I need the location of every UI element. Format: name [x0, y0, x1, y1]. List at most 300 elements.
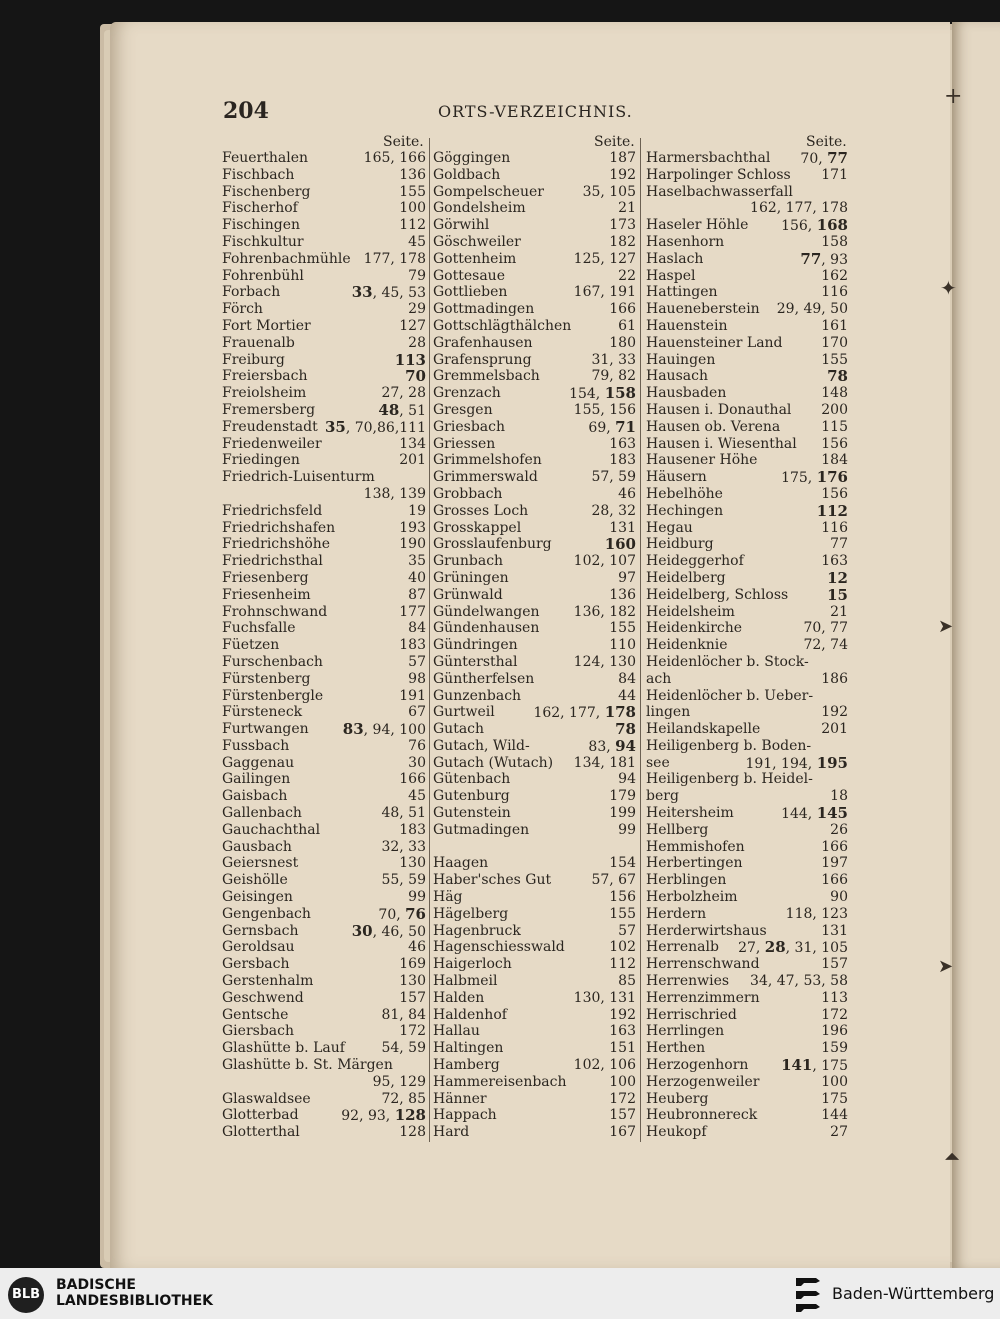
place-name: Häg	[433, 889, 463, 906]
index-entry	[646, 923, 848, 940]
page-refs: 154, 158	[569, 384, 636, 403]
page-refs: 163	[609, 1023, 636, 1040]
page-refs: 156, 168	[781, 216, 848, 235]
place-name: Heidenknie	[646, 637, 728, 654]
page-refs: 155, 156	[573, 401, 636, 418]
index-entry	[433, 1057, 636, 1074]
page-refs: 183	[399, 821, 426, 838]
place-name: Herzogenhorn	[646, 1057, 749, 1074]
index-entry	[222, 721, 426, 738]
page-refs: 21	[618, 200, 636, 217]
place-name: Heidelberg, Schloss	[646, 586, 789, 603]
place-name: Haseler Höhle	[646, 217, 749, 234]
page-refs: 184	[821, 452, 848, 469]
index-entry	[646, 1091, 848, 1108]
place-name: Hausach	[646, 368, 708, 385]
place-name: Gentsche	[222, 1006, 289, 1023]
index-entry	[646, 1074, 848, 1091]
index-entry	[433, 469, 636, 486]
index-entry	[646, 503, 848, 520]
index-entry	[433, 1107, 636, 1124]
index-entry	[433, 805, 636, 822]
place-name: Gernsbach	[222, 922, 299, 939]
index-entry	[222, 503, 426, 520]
page-refs: 27, 28, 31, 105	[738, 938, 848, 957]
place-name: lingen	[646, 704, 691, 721]
index-entry	[646, 268, 848, 285]
index-entry	[222, 604, 426, 621]
place-name: Hausener Höhe	[646, 452, 758, 469]
page-refs: 130, 131	[573, 989, 636, 1006]
index-entry	[646, 469, 848, 486]
page-refs: 100	[399, 200, 426, 217]
place-name: Halden	[433, 989, 485, 1006]
place-name: Grosskappel	[433, 519, 522, 536]
index-entry	[646, 704, 848, 721]
index-entry	[646, 738, 848, 755]
index-entry	[433, 536, 636, 553]
index-entry	[646, 301, 848, 318]
place-name: Gaggenau	[222, 754, 295, 771]
page-refs: 84	[408, 620, 426, 637]
place-name: see	[646, 754, 670, 771]
page-refs: 102	[609, 939, 636, 956]
binding-mark-icon: ➤	[938, 956, 954, 977]
page-refs: 57	[618, 922, 636, 939]
page-refs: 179	[609, 788, 636, 805]
place-name: Hemmishofen	[646, 838, 745, 855]
place-name: Forbach	[222, 284, 281, 301]
place-name: Herrischried	[646, 1006, 737, 1023]
place-name: Fischingen	[222, 217, 300, 234]
index-entry	[433, 1074, 636, 1091]
page-refs: 21	[830, 603, 848, 620]
page-refs: 172	[399, 1023, 426, 1040]
place-name: Gresgen	[433, 401, 493, 418]
index-column-3	[646, 150, 848, 1141]
place-name: Heidelsheim	[646, 603, 735, 620]
page-refs: 159	[821, 1040, 848, 1057]
page-refs: 57	[408, 653, 426, 670]
page-refs: 12	[827, 568, 848, 587]
index-entry	[222, 1040, 426, 1057]
place-name: Geiersnest	[222, 855, 299, 872]
place-name: Fussbach	[222, 737, 290, 754]
column-divider	[640, 138, 641, 1142]
page-refs: 72, 74	[803, 637, 848, 654]
page-refs: 190	[399, 536, 426, 553]
index-entry	[433, 217, 636, 234]
place-name: Gondelsheim	[433, 200, 526, 217]
index-entry	[433, 234, 636, 251]
index-column-2	[433, 150, 636, 1141]
place-name: Hellberg	[646, 821, 709, 838]
index-entry	[646, 805, 848, 822]
index-entry	[222, 1107, 426, 1124]
place-name: Glashütte b. Lauf	[222, 1040, 345, 1057]
index-entry	[222, 251, 426, 268]
page-refs: 32, 33	[381, 838, 426, 855]
index-entry	[646, 150, 848, 167]
place-name: Freiersbach	[222, 368, 308, 385]
library-name[interactable]	[56, 1277, 213, 1309]
place-name: Fort Mortier	[222, 317, 311, 334]
page-refs: 192	[609, 166, 636, 183]
place-name: Hegau	[646, 519, 693, 536]
index-entry	[433, 1023, 636, 1040]
binding-mark-icon: ➤	[938, 616, 954, 637]
page-refs: 134, 181	[573, 754, 636, 771]
page-refs: 172	[821, 1006, 848, 1023]
index-entry	[646, 536, 848, 553]
place-name: Hagenbruck	[433, 922, 521, 939]
place-name: Gailingen	[222, 771, 291, 788]
page-refs: 172	[609, 1090, 636, 1107]
index-entry	[222, 268, 426, 285]
page-refs: 166	[609, 301, 636, 318]
index-entry	[222, 620, 426, 637]
page-refs: 18	[830, 788, 848, 805]
place-name: Heidenlöcher b. Stock-	[646, 653, 809, 670]
page-refs: 196	[821, 1023, 848, 1040]
page-refs: 166	[821, 872, 848, 889]
place-name: Gompelscheuer	[433, 183, 544, 200]
index-entry	[646, 587, 848, 604]
index-entry	[433, 352, 636, 369]
page-refs: 70, 77	[803, 620, 848, 637]
index-entry	[646, 368, 848, 385]
page-refs: 183	[399, 637, 426, 654]
place-name: Grimmelshofen	[433, 452, 542, 469]
page-header: ORTS-VERZEICHNIS.	[438, 102, 633, 121]
place-name: Fischenberg	[222, 183, 311, 200]
index-entry	[433, 637, 636, 654]
place-name: Herbolzheim	[646, 889, 738, 906]
index-entry	[646, 284, 848, 301]
page-refs: 157	[609, 1107, 636, 1124]
page-refs: 48, 51	[381, 805, 426, 822]
place-name: Geschwend	[222, 989, 304, 1006]
index-entry	[222, 234, 426, 251]
place-name: Hausbaden	[646, 385, 727, 402]
index-entry	[433, 335, 636, 352]
page-refs: 170	[821, 334, 848, 351]
page-refs: 69, 71	[588, 417, 636, 436]
page-refs: 163	[609, 435, 636, 452]
index-entry	[646, 184, 848, 201]
place-name: Gottmadingen	[433, 301, 535, 318]
place-name: Harpolinger Schloss	[646, 166, 791, 183]
index-entry	[222, 536, 426, 553]
place-name: Hausen ob. Verena	[646, 418, 781, 435]
page-refs: 15	[827, 585, 848, 604]
page-refs: 72, 85	[381, 1090, 426, 1107]
page-refs: 186	[821, 670, 848, 687]
page-refs: 156	[821, 435, 848, 452]
index-entry	[433, 268, 636, 285]
page-refs: 112	[816, 501, 848, 520]
page-refs: 55, 59	[381, 872, 426, 889]
index-entry	[222, 301, 426, 318]
place-name: Friesenheim	[222, 586, 311, 603]
place-name: Gaisbach	[222, 788, 288, 805]
page-refs: 141, 175	[781, 1056, 848, 1075]
page-refs: 200	[821, 401, 848, 418]
page-refs: 165, 166	[363, 150, 426, 166]
place-name: Göschweiler	[433, 233, 521, 250]
index-entry	[222, 1074, 426, 1091]
index-entry	[222, 889, 426, 906]
index-entry	[433, 385, 636, 402]
page-refs: 29	[408, 301, 426, 318]
facing-page-edge	[952, 22, 1000, 1268]
place-name: Friedrichsfeld	[222, 502, 323, 519]
place-name: Hausen i. Donauthal	[646, 401, 792, 418]
index-entry	[433, 419, 636, 436]
place-name: Grosslaufenburg	[433, 536, 552, 553]
index-entry	[646, 1107, 848, 1124]
place-name: Heidenkirche	[646, 620, 743, 637]
page-refs: 157	[399, 989, 426, 1006]
page-refs: 28	[408, 334, 426, 351]
place-name: Herzogenweiler	[646, 1073, 760, 1090]
index-entry	[433, 822, 636, 839]
page-refs: 177	[399, 603, 426, 620]
page-number: 204	[223, 98, 269, 124]
index-entry	[222, 688, 426, 705]
library-name-line2: LANDESBIBLIOTHEK	[56, 1293, 214, 1309]
index-entry	[433, 738, 636, 755]
index-entry	[646, 1007, 848, 1024]
place-name: berg	[646, 788, 679, 805]
page-refs: 45	[408, 788, 426, 805]
place-name: Grobbach	[433, 485, 503, 502]
index-entry	[433, 284, 636, 301]
index-entry	[646, 318, 848, 335]
column-heading: Seite.	[806, 134, 847, 150]
place-name: Heukopf	[646, 1124, 707, 1141]
place-name: Fischkultur	[222, 233, 304, 250]
page-refs: 118, 123	[785, 905, 848, 922]
page-refs: 35	[408, 553, 426, 570]
page-refs: 156	[821, 485, 848, 502]
place-name: Grüningen	[433, 569, 509, 586]
place-name: Happach	[433, 1107, 497, 1124]
index-entry	[433, 771, 636, 788]
place-name: Hagenschiesswald	[433, 939, 565, 956]
index-entry	[222, 822, 426, 839]
index-entry	[222, 335, 426, 352]
page-refs: 22	[618, 267, 636, 284]
place-name: Heubronnereck	[646, 1107, 758, 1124]
binding-mark-icon: ✦	[940, 276, 957, 300]
index-entry	[433, 436, 636, 453]
column-heading: Seite.	[594, 134, 635, 150]
place-name: Güntherfelsen	[433, 670, 535, 687]
index-entry	[433, 1124, 636, 1141]
place-name: Giersbach	[222, 1023, 294, 1040]
page-refs: 70, 77	[800, 149, 848, 167]
page-refs: 35, 70,86,111	[324, 417, 426, 436]
page-refs: 113	[821, 989, 848, 1006]
place-name: Häusern	[646, 469, 707, 486]
place-name: Gutenstein	[433, 805, 511, 822]
page-refs: 79	[408, 267, 426, 284]
page-refs: 191	[399, 687, 426, 704]
place-name: Gutach	[433, 721, 485, 738]
place-name: Haltingen	[433, 1040, 504, 1057]
place-name: Friedingen	[222, 452, 300, 469]
index-entry	[222, 318, 426, 335]
place-name: Haigerloch	[433, 956, 512, 973]
place-name: Gutenburg	[433, 788, 510, 805]
place-name: Heidburg	[646, 536, 714, 553]
index-entry	[433, 839, 636, 856]
index-entry	[433, 1007, 636, 1024]
index-entry	[646, 721, 848, 738]
index-entry	[433, 452, 636, 469]
place-name: Glotterbad	[222, 1107, 299, 1124]
place-name: Herbertingen	[646, 855, 743, 872]
index-entry	[433, 1091, 636, 1108]
index-entry	[433, 755, 636, 772]
place-name: Gütenbach	[433, 771, 511, 788]
index-entry	[222, 200, 426, 217]
page-refs: 193	[399, 519, 426, 536]
place-name: Friesenberg	[222, 569, 309, 586]
place-name: Gündenhausen	[433, 620, 540, 637]
index-entry	[646, 855, 848, 872]
place-name: Hard	[433, 1124, 470, 1141]
index-entry	[646, 385, 848, 402]
page-refs: 127	[399, 317, 426, 334]
index-entry	[222, 587, 426, 604]
index-entry	[433, 553, 636, 570]
index-entry	[222, 419, 426, 436]
place-name: Geisingen	[222, 889, 293, 906]
column-heading: Seite.	[383, 134, 424, 150]
page-refs: 26	[830, 821, 848, 838]
index-entry	[222, 167, 426, 184]
page-refs: 128	[399, 1124, 426, 1141]
place-name: Hauenstein	[646, 317, 728, 334]
index-entry	[433, 184, 636, 201]
place-name: Haagen	[433, 855, 489, 872]
place-name: Heiligenberg b. Heidel-	[646, 771, 813, 788]
page-refs: 102, 106	[573, 1057, 636, 1074]
place-name: Griesbach	[433, 418, 505, 435]
column-divider	[429, 138, 430, 1142]
index-entry	[433, 167, 636, 184]
place-name: Herblingen	[646, 872, 727, 889]
page-refs: 162	[821, 267, 848, 284]
place-name: Haspel	[646, 267, 696, 284]
index-entry	[222, 402, 426, 419]
place-name: Heuberg	[646, 1090, 709, 1107]
index-entry	[222, 553, 426, 570]
page-refs: 94	[618, 771, 636, 788]
index-entry	[433, 620, 636, 637]
index-entry	[222, 1124, 426, 1141]
binding-mark-icon: ⏶	[944, 1144, 960, 1168]
index-entry	[646, 788, 848, 805]
place-name: Geishölle	[222, 872, 288, 889]
page-refs: 99	[408, 889, 426, 906]
page-refs: 81, 84	[381, 1006, 426, 1023]
place-name: Grafenhausen	[433, 334, 533, 351]
place-name: Harmersbachthal	[646, 150, 771, 166]
page-refs: 30, 46, 50	[351, 921, 426, 940]
place-name: Heilandskapelle	[646, 721, 761, 738]
place-name: Gremmelsbach	[433, 368, 540, 385]
page-refs: 191, 194, 195	[745, 753, 848, 772]
index-entry	[433, 923, 636, 940]
index-entry	[222, 805, 426, 822]
page-refs: 112	[609, 956, 636, 973]
index-entry	[646, 822, 848, 839]
page-refs: 112	[399, 217, 426, 234]
page-refs: 201	[399, 452, 426, 469]
index-entry	[222, 755, 426, 772]
place-name: Feuerthalen	[222, 150, 308, 166]
page-refs: 48, 51	[378, 400, 426, 419]
page-refs: 167, 191	[573, 284, 636, 301]
index-entry	[222, 452, 426, 469]
page-refs: 85	[618, 973, 636, 990]
index-column-1	[222, 150, 426, 1141]
index-entry	[646, 553, 848, 570]
index-entry	[222, 990, 426, 1007]
place-name: Gauchachthal	[222, 821, 321, 838]
place-name: Glashütte b. St. Märgen	[222, 1057, 393, 1074]
index-entry	[433, 150, 636, 167]
page-refs: 113	[394, 350, 426, 369]
index-entry	[433, 503, 636, 520]
index-entry	[433, 973, 636, 990]
page-refs: 155	[609, 905, 636, 922]
place-name: Hägelberg	[433, 905, 509, 922]
index-entry	[222, 385, 426, 402]
index-entry	[646, 1023, 848, 1040]
place-name: Gausbach	[222, 838, 292, 855]
place-name: Hauingen	[646, 351, 716, 368]
library-name-line1: BADISCHE	[56, 1277, 136, 1293]
page-refs: 100	[821, 1073, 848, 1090]
page-refs: 70	[405, 367, 426, 386]
page-refs: 130	[399, 973, 426, 990]
index-entry	[433, 587, 636, 604]
place-name: Fohrenbühl	[222, 267, 304, 284]
place-name: Grunbach	[433, 553, 504, 570]
page-refs: 95, 129	[372, 1073, 426, 1090]
index-entry	[222, 486, 426, 503]
blb-logo-icon[interactable]: BLB	[8, 1277, 44, 1313]
page-refs: 173	[609, 217, 636, 234]
index-entry	[222, 671, 426, 688]
page-refs: 192	[609, 1006, 636, 1023]
place-name: Herthen	[646, 1040, 706, 1057]
page-refs: 177, 178	[363, 250, 426, 267]
index-entry	[433, 368, 636, 385]
state-logo-text[interactable]: Baden-Württemberg	[832, 1284, 995, 1303]
page-refs: 77, 93	[800, 249, 848, 268]
place-name: Gottschlägthälchen	[433, 317, 572, 334]
page-refs: 201	[821, 721, 848, 738]
index-entry	[433, 570, 636, 587]
place-name: Gündelwangen	[433, 603, 540, 620]
place-name: Herrenschwand	[646, 956, 760, 973]
page-refs: 167	[609, 1124, 636, 1141]
